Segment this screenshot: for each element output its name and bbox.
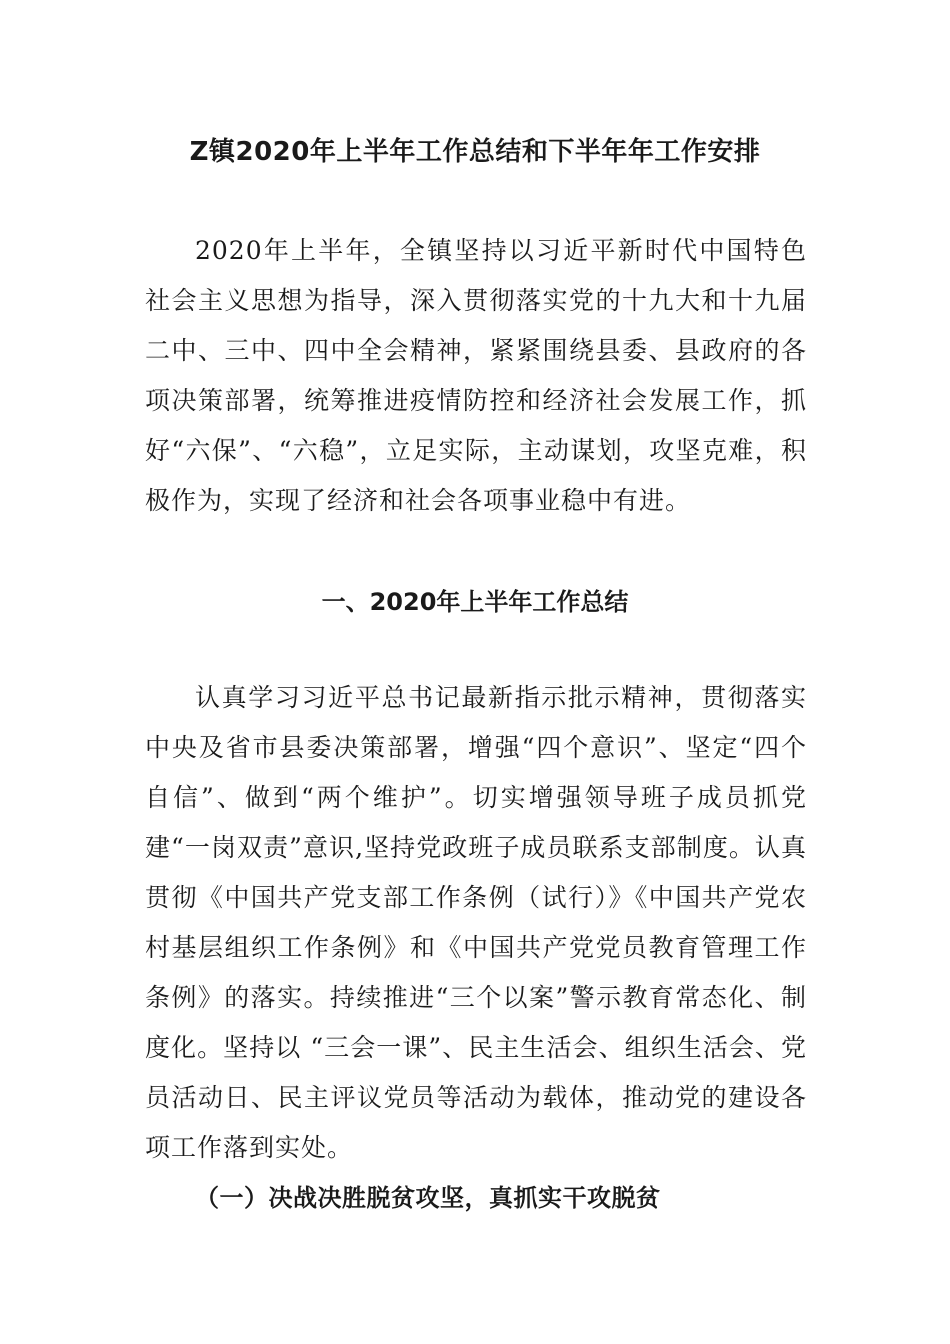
intro-paragraph: 2020年上半年，全镇坚持以习近平新时代中国特色社会主义思想为指导，深入贯彻落实党的十九大和十九届二中、三中、四中全会精神，紧紧围绕县委、县政府的各项决策部署，统筹推进疫情防控和经济社会发展工作，抓好“六保”、“六稳”，立足实际，主动谋划，攻坚克难，积极作为，实现了经济和社会各项事业稳中有进。 bbox=[145, 236, 807, 515]
document-title: Z镇2020年上半年工作总结和下半年年工作安排 bbox=[189, 137, 761, 167]
subsection-heading: （一）决战决胜脱贫攻坚，真抓实干攻脱贫 bbox=[195, 1184, 661, 1212]
section-paragraph: 认真学习习近平总书记最新指示批示精神，贯彻落实中央及省市县委决策部署，增强“四个意识”、坚定“四个自信”、做到“两个维护”。切实增强领导班子成员抓党建“一岗双责”意识,坚持党政班子成员联系支部制度。认真贯彻《中国共产党支部工作条例（试行）》《中国共产党农村基层组织工作条例》和《中国共产党党员教育管理工作条例》的落实。持续推进“三个以案”警示教育常态化、制度化。坚持以 “三会一课”、民主生活会、组织生活会、党员活动日、民主评议党员等活动为载体，推动党的建设各项工作落到实处。 bbox=[145, 683, 807, 1162]
section-heading: 一、2020年上半年工作总结 bbox=[321, 588, 629, 616]
